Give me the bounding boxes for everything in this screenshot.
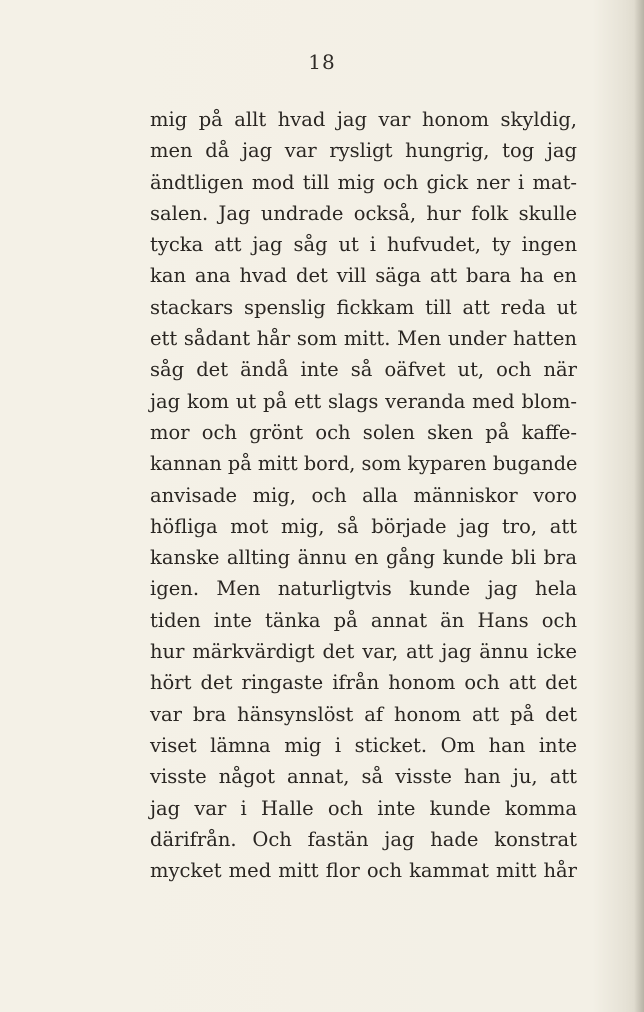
text-line: ändtligen mod till mig och gick ner i mat-	[150, 170, 577, 194]
text-line: igen. Men naturligtvis kunde jag hela	[150, 577, 577, 601]
text-line: men då jag var rysligt hungrig, tog jag	[150, 139, 577, 163]
text-line: kan ana hvad det vill säga att bara ha en	[150, 264, 577, 288]
text-line: ett sådant hår som mitt. Men under hatten	[150, 327, 577, 351]
text-line: mor och grönt och solen sken på kaffe-	[150, 420, 577, 444]
text-line: därifrån. Och fastän jag hade konstrat	[150, 827, 577, 851]
text-line: jag var i Halle och inte kunde komma	[150, 796, 577, 820]
page-number: 18	[308, 50, 336, 74]
text-line: kanske allting ännu en gång kunde bli bra	[150, 546, 577, 570]
text-line: hört det ringaste ifrån honom och att det	[150, 671, 577, 695]
text-line: visste något annat, så visste han ju, att	[150, 765, 577, 789]
text-line: viset lämna mig i sticket. Om han inte	[150, 733, 577, 757]
text-line: höfliga mot mig, så började jag tro, att	[150, 514, 577, 538]
text-line: kannan på mitt bord, som kyparen bugande	[150, 452, 578, 476]
text-line: hur märkvärdigt det var, att jag ännu icke	[150, 640, 577, 664]
body-text	[150, 104, 577, 886]
page-edge-shadow	[634, 0, 644, 1012]
text-line: såg det ändå inte så oäfvet ut, och när	[150, 358, 577, 382]
text-line: tycka att jag såg ut i hufvudet, ty ingen	[150, 233, 577, 257]
text-line: salen. Jag undrade också, hur folk skulle	[150, 201, 577, 225]
text-line: tiden inte tänka på annat än Hans och	[150, 608, 577, 632]
text-line: jag kom ut på ett slags veranda med blom-	[150, 389, 577, 413]
text-line: var bra hänsynslöst af honom att på det	[150, 702, 577, 726]
text-line: mycket med mitt flor och kammat mitt hår	[150, 859, 577, 883]
text-line: stackars spenslig fickkam till att reda ut	[150, 295, 577, 319]
text-line: anvisade mig, och alla människor voro	[150, 483, 577, 507]
text-line: mig på allt hvad jag var honom skyldig,	[150, 108, 577, 131]
